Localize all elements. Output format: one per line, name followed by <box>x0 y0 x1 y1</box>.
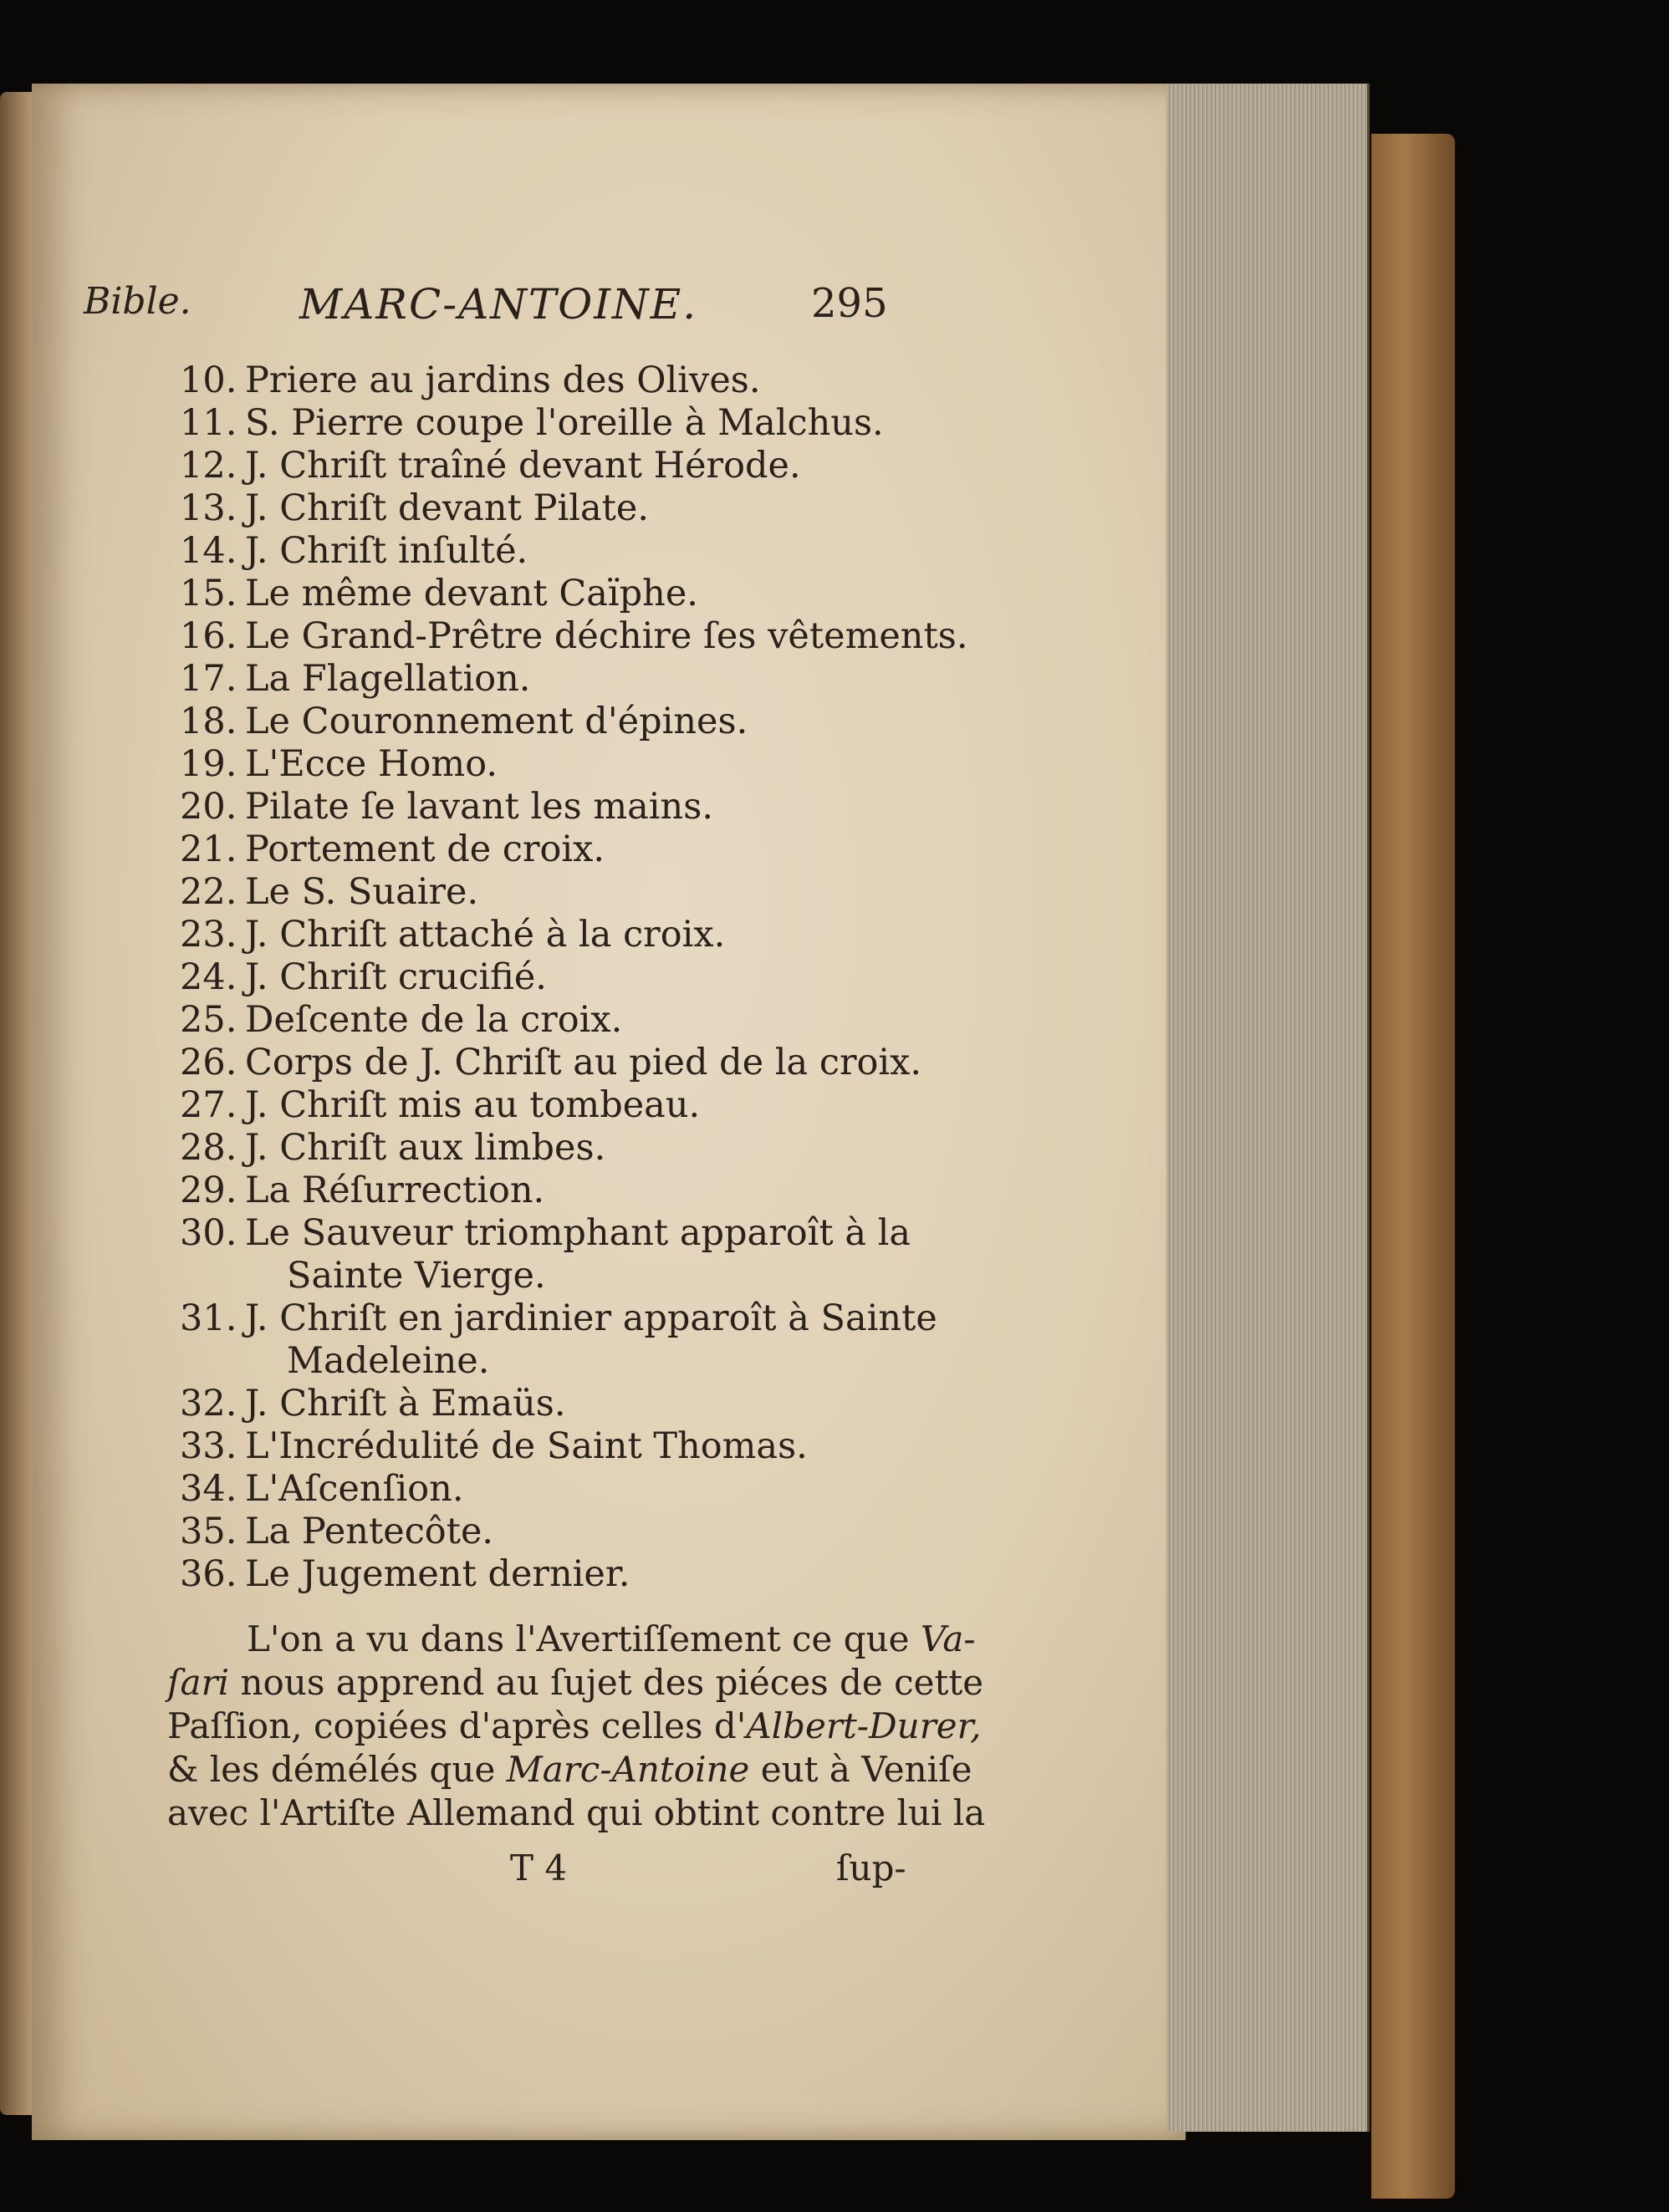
plate-entry <box>180 1383 932 1425</box>
plate-number: 16. <box>180 615 237 657</box>
plate-title: Madeleine. <box>287 1340 490 1382</box>
plate-title: La Réſurrection. <box>245 1170 545 1211</box>
plate-entry <box>180 828 932 871</box>
plate-entry <box>180 1127 932 1170</box>
italic-run: Va- <box>920 1618 976 1659</box>
text-run: eut à Veniſe <box>749 1749 972 1790</box>
plate-number: 14. <box>180 530 237 572</box>
plate-number: 27. <box>180 1084 237 1126</box>
plate-entry <box>180 1340 932 1383</box>
plate-number: 31. <box>180 1297 237 1339</box>
plate-title: Le Sauveur triomphant apparoît à la <box>245 1212 911 1254</box>
plate-entry <box>180 871 932 914</box>
plate-entry <box>180 573 932 615</box>
plate-entry <box>180 1084 932 1127</box>
plate-entry <box>180 658 932 701</box>
paragraph-line <box>167 1705 982 1748</box>
plate-number: 20. <box>180 786 237 828</box>
plate-number: 15. <box>180 573 237 614</box>
plate-entry <box>180 1425 932 1468</box>
plate-title: S. Pierre coupe l'oreille à Malchus. <box>245 402 884 444</box>
plate-title: J. Chriſt mis au tombeau. <box>245 1084 701 1126</box>
plate-number: 19. <box>180 743 237 785</box>
italic-run: Albert-Durer, <box>746 1705 982 1746</box>
plate-title: La Pentecôte. <box>245 1511 494 1552</box>
page-number: 295 <box>811 280 888 327</box>
plate-title: J. Chriſt inſulté. <box>245 530 528 572</box>
plate-title: Sainte Vierge. <box>287 1255 546 1297</box>
text-run: & les démélés que <box>167 1749 507 1790</box>
plate-entry <box>180 701 932 743</box>
plate-title: Corps de J. Chriſt au pied de la croix. <box>245 1042 922 1083</box>
plate-title: L'Incrédulité de Saint Thomas. <box>245 1425 808 1467</box>
plate-number: 11. <box>180 402 237 444</box>
plate-number: 36. <box>180 1553 237 1595</box>
plate-entry <box>180 1170 932 1212</box>
plate-title: Le même devant Caïphe. <box>245 573 698 614</box>
plate-title: Portement de croix. <box>245 828 605 870</box>
plate-entry <box>180 1042 932 1084</box>
plate-title: J. Chriſt aux limbes. <box>245 1127 606 1169</box>
plate-number: 21. <box>180 828 237 870</box>
plate-title: J. Chriſt crucifié. <box>245 956 547 998</box>
plate-title: Deſcente de la croix. <box>245 999 623 1041</box>
plate-entry <box>180 359 932 402</box>
left-page-edge <box>0 92 33 2115</box>
paragraph-line <box>167 1618 976 1661</box>
plate-entry <box>180 1511 932 1553</box>
plate-number: 24. <box>180 956 237 998</box>
plate-title: Le Jugement dernier. <box>245 1553 630 1595</box>
plate-list <box>180 359 968 1596</box>
plate-title: Pilate ſe lavant les mains. <box>245 786 713 828</box>
plate-number: 33. <box>180 1425 237 1467</box>
plate-title: J. Chriſt en jardinier apparoît à Sainte <box>245 1297 937 1339</box>
book-cover <box>1371 134 1455 2199</box>
plate-number: 17. <box>180 658 237 700</box>
running-header <box>84 280 920 330</box>
plate-entry <box>180 402 932 445</box>
plate-number: 10. <box>180 359 237 401</box>
plate-entry <box>180 615 968 658</box>
plate-number: 29. <box>180 1170 237 1211</box>
plate-entry <box>180 956 932 999</box>
plate-number: 25. <box>180 999 237 1041</box>
page-edges <box>1166 84 1370 2132</box>
plate-entry <box>180 1468 932 1511</box>
paragraph-line: avec l'Artiſte Allemand qui obtint contre lui la <box>167 1792 986 1833</box>
plate-number: 32. <box>180 1383 237 1425</box>
plate-title: Le Couronnement d'épines. <box>245 701 748 742</box>
paragraph-line <box>167 1748 972 1792</box>
catchword: ſup- <box>836 1848 906 1888</box>
plate-number: 35. <box>180 1511 237 1552</box>
plate-number: 34. <box>180 1468 237 1510</box>
plate-number: 13. <box>180 487 237 529</box>
plate-entry <box>180 1212 932 1255</box>
plate-title: Priere au jardins des Olives. <box>245 359 761 401</box>
italic-run: ſari <box>167 1662 230 1703</box>
plate-title: J. Chriſt devant Pilate. <box>245 487 650 529</box>
plate-entry <box>180 487 932 530</box>
plate-entry <box>180 743 932 786</box>
plate-title: Le Grand-Prêtre déchire ſes vêtements. <box>245 615 968 657</box>
plate-entry <box>180 530 932 573</box>
running-title: MARC-ANTOINE. <box>299 280 698 329</box>
margin-label: Bible. <box>84 280 191 323</box>
plate-entry <box>180 786 932 828</box>
plate-number: 22. <box>180 871 237 913</box>
plate-entry <box>180 914 932 956</box>
plate-number: 12. <box>180 445 237 487</box>
text-run: L'on a vu dans l'Avertiſſement ce que <box>247 1618 921 1659</box>
plate-number: 28. <box>180 1127 237 1169</box>
plate-entry <box>180 999 932 1042</box>
paragraph <box>167 1618 986 1835</box>
plate-number: 23. <box>180 914 237 956</box>
plate-entry <box>180 1297 937 1340</box>
plate-title: J. Chriſt à Emaüs. <box>245 1383 566 1425</box>
plate-title: J. Chriſt traîné devant Hérode. <box>245 445 801 487</box>
text-run: Paſſion, copiées d'après celles d' <box>167 1705 747 1746</box>
plate-number: 30. <box>180 1212 237 1254</box>
plate-entry <box>180 1553 932 1596</box>
plate-title: J. Chriſt attaché à la croix. <box>245 914 726 956</box>
paragraph-line <box>167 1661 984 1705</box>
italic-run: Marc-Antoine <box>506 1749 750 1790</box>
plate-title: Le S. Suaire. <box>245 871 479 913</box>
text-run: nous apprend au ſujet des piéces de cette <box>229 1662 984 1703</box>
plate-entry <box>180 445 932 487</box>
plate-title: La Flagellation. <box>245 658 531 700</box>
plate-entry <box>180 1255 932 1297</box>
plate-title: L'Ecce Homo. <box>245 743 498 785</box>
plate-title: L'Aſcenſion. <box>245 1468 464 1510</box>
plate-number: 18. <box>180 701 237 742</box>
plate-number: 26. <box>180 1042 237 1083</box>
signature-mark: T 4 <box>510 1848 568 1888</box>
